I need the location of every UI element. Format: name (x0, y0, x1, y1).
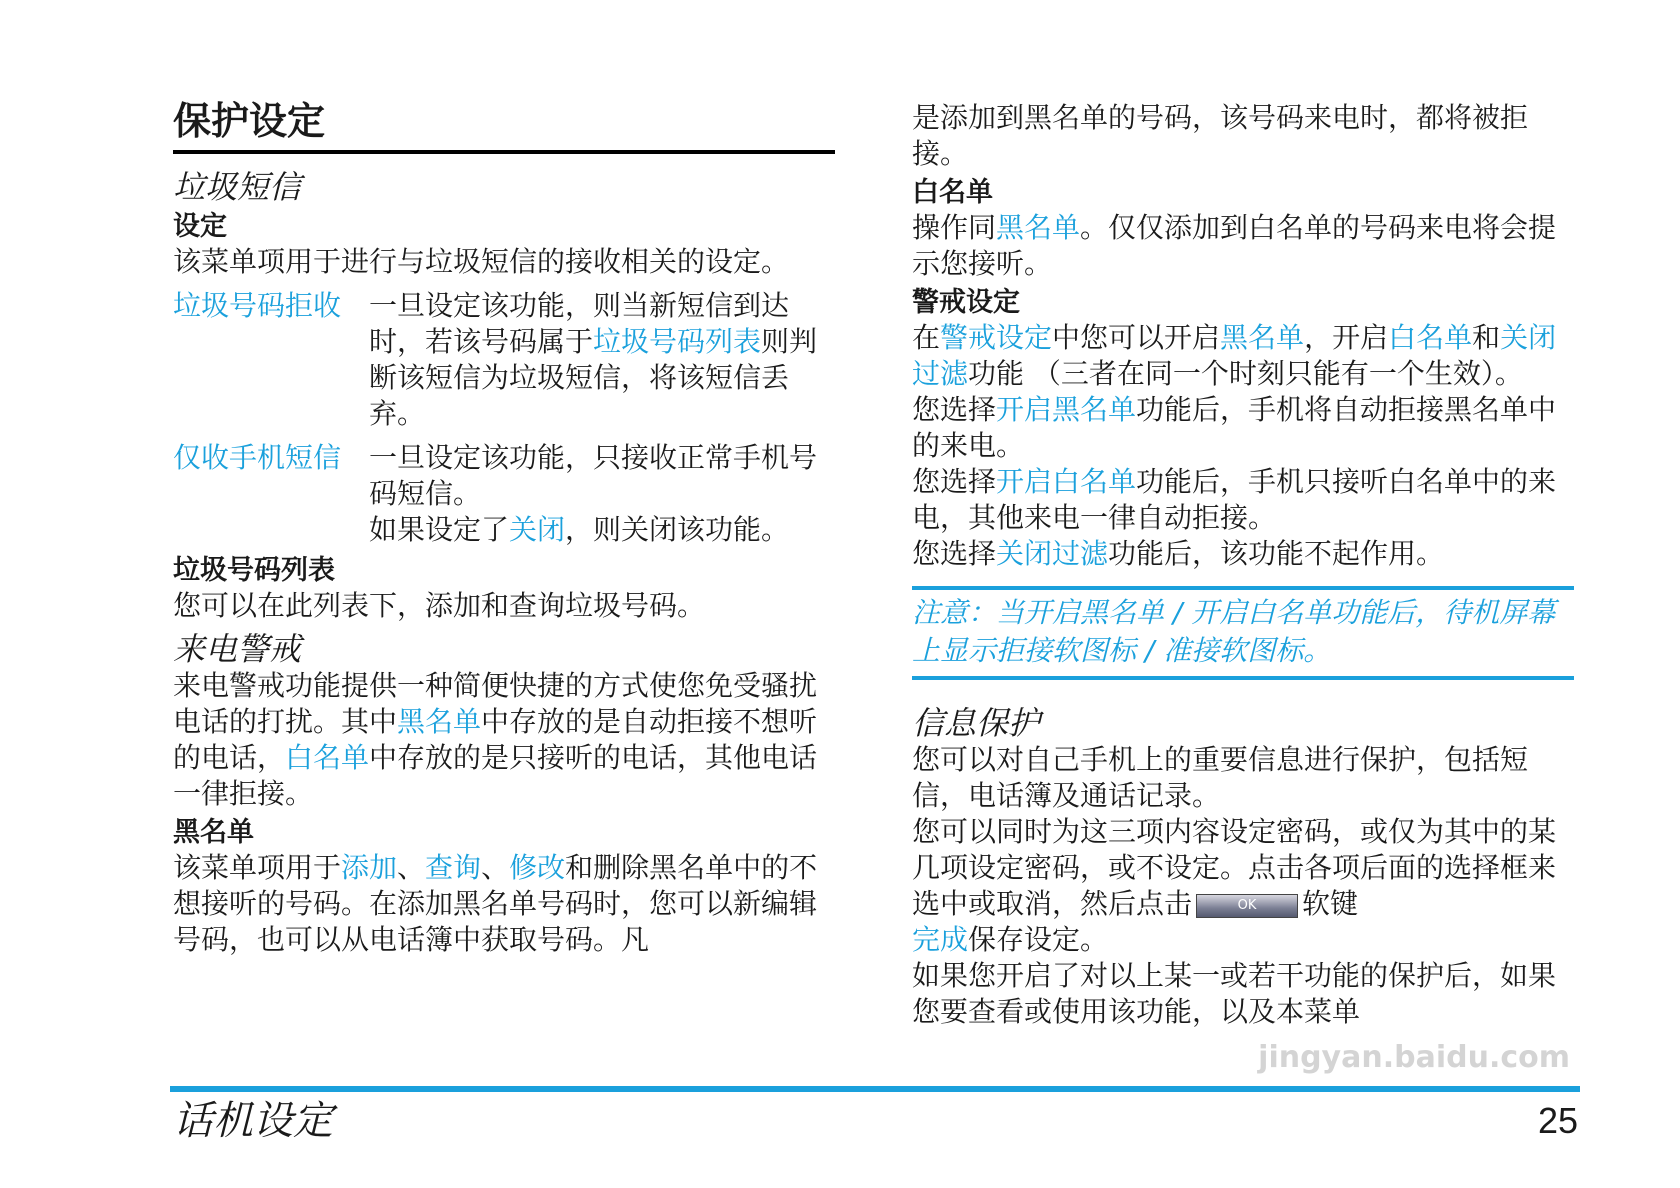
guard-settings-link: 警戒设定 (940, 321, 1053, 354)
text: 您选择 (912, 465, 997, 498)
note-box: 注意：当开启黑名单 / 开启白名单功能后，待机屏幕上显示拒接软图标 / 准接软图标。 (912, 586, 1574, 680)
choose-filter-off-text (912, 536, 1574, 572)
text: 在 (912, 321, 941, 354)
footer-divider (170, 1086, 1580, 1092)
enable-blacklist-link: 开启黑名单 (996, 393, 1137, 426)
blacklist-link: 黑名单 (996, 211, 1081, 244)
text: 操作同 (912, 211, 997, 244)
add-link: 添加 (341, 851, 398, 884)
term-desc-text: 如果设定了 (369, 513, 510, 546)
whitelist-heading: 白名单 (912, 177, 993, 208)
whitelist-link: 白名单 (1388, 321, 1473, 354)
call-guard-text (173, 668, 835, 812)
filter-off-link: 关闭过滤 (996, 537, 1109, 570)
info-p1: 您可以对自己手机上的重要信息进行保护，包括短信，电话簿及通话记录。 (912, 743, 1529, 812)
spam-sms-title: 垃圾短信 (173, 168, 302, 206)
blacklist-link: 黑名单 (1220, 321, 1305, 354)
text: 您选择 (912, 393, 997, 426)
done-link: 完成 (912, 923, 969, 956)
text: 软键 (1302, 887, 1359, 920)
text: 、 (397, 851, 426, 884)
text: 功能后，手机只接听白名单中的来电，其他来电一律自动拒接。 (912, 465, 1557, 534)
filter-off-link: 关闭过滤 (912, 321, 1557, 390)
text: 中您可以开启 (1052, 321, 1221, 354)
spam-list-heading: 垃圾号码列表 (173, 555, 335, 586)
text: 。仅仅添加到白名单的号码来电将会提示您接听。 (912, 211, 1557, 280)
text: 来电警戒功能提供一种简便快捷的方式使您免受骚扰电话的打扰。其中 (173, 669, 818, 738)
watermark: jingyan.baidu.com (1258, 1040, 1570, 1075)
term-desc-text: 则判断该短信为垃圾短信，将该短信丢弃。 (369, 325, 818, 430)
term-desc (369, 440, 835, 548)
text: 功能后，手机将自动拒接黑名单中的来电。 (912, 393, 1557, 462)
term-spam-reject (173, 288, 835, 432)
settings-heading: 设定 (173, 211, 227, 242)
blacklist-heading: 黑名单 (173, 817, 254, 848)
section-title: 保护设定 (173, 96, 835, 154)
text: 您可以同时为这三项内容设定密码，或仅为其中的某几项设定密码，或不设定。点击各项后面的选择框来选中或取消，然后点击 (912, 815, 1557, 920)
spam-list-link: 垃圾号码列表 (593, 325, 762, 358)
choose-blacklist-text (912, 392, 1574, 464)
text: ，开启 (1304, 321, 1389, 354)
query-link: 查询 (425, 851, 482, 884)
term-mobile-only (173, 440, 835, 548)
text: 中存放的是自动拒接不想听的电话， (173, 705, 818, 774)
info-p2 (912, 814, 1574, 958)
spam-list-text: 您可以在此列表下，添加和查询垃圾号码。 (173, 589, 706, 622)
text: 、 (481, 851, 510, 884)
info-protection-title: 信息保护 (912, 704, 1041, 742)
blacklist-link: 黑名单 (397, 705, 482, 738)
footer-title: 话机设定 (173, 1098, 333, 1144)
right-column (912, 100, 1574, 1030)
term-name: 仅收手机短信 (173, 441, 342, 474)
blacklist-continued: 是添加到黑名单的号码，该号码来电时，都将被拒接。 (912, 101, 1529, 170)
settings-text: 该菜单项用于进行与垃圾短信的接收相关的设定。 (173, 245, 790, 278)
modify-link: 修改 (509, 851, 566, 884)
text: 功能 （三者在同一个时刻只能有一个生效）。 (968, 357, 1523, 390)
call-guard-title: 来电警戒 (173, 630, 302, 668)
enable-whitelist-link: 开启白名单 (996, 465, 1137, 498)
text: 该菜单项用于 (173, 851, 342, 884)
text: 和 (1472, 321, 1501, 354)
page-number: 25 (1537, 1100, 1578, 1141)
term-desc-text: 一旦设定该功能，则当新短信到达时，若该号码属于 (369, 289, 790, 358)
whitelist-link: 白名单 (285, 741, 370, 774)
text: 保存设定。 (968, 923, 1109, 956)
info-p3: 如果您开启了对以上某一或若干功能的保护后，如果您要查看或使用该功能，以及本菜单 (912, 959, 1557, 1028)
whitelist-text (912, 210, 1574, 282)
term-desc-text: 一旦设定该功能，只接收正常手机号码短信。 (369, 441, 818, 510)
text: 中存放的是只接听的电话，其他电话一律拒接。 (173, 741, 818, 810)
text: 您选择 (912, 537, 997, 570)
off-link: 关闭 (509, 513, 566, 546)
term-name: 垃圾号码拒收 (173, 289, 342, 322)
text: 功能后，该功能不起作用。 (1108, 537, 1445, 570)
left-column (173, 96, 835, 958)
ok-softkey-icon: OK (1196, 894, 1298, 918)
choose-whitelist-text (912, 464, 1574, 536)
guard-settings-text (912, 320, 1574, 392)
blacklist-text (173, 850, 835, 958)
guard-settings-heading: 警戒设定 (912, 287, 1020, 318)
term-desc (369, 288, 835, 432)
text: 和删除黑名单中的不想接听的号码。在添加黑名单号码时，您可以新编辑号码，也可以从电话簿中获取号码。凡 (173, 851, 818, 956)
term-desc-text: ，则关闭该功能。 (565, 513, 790, 546)
